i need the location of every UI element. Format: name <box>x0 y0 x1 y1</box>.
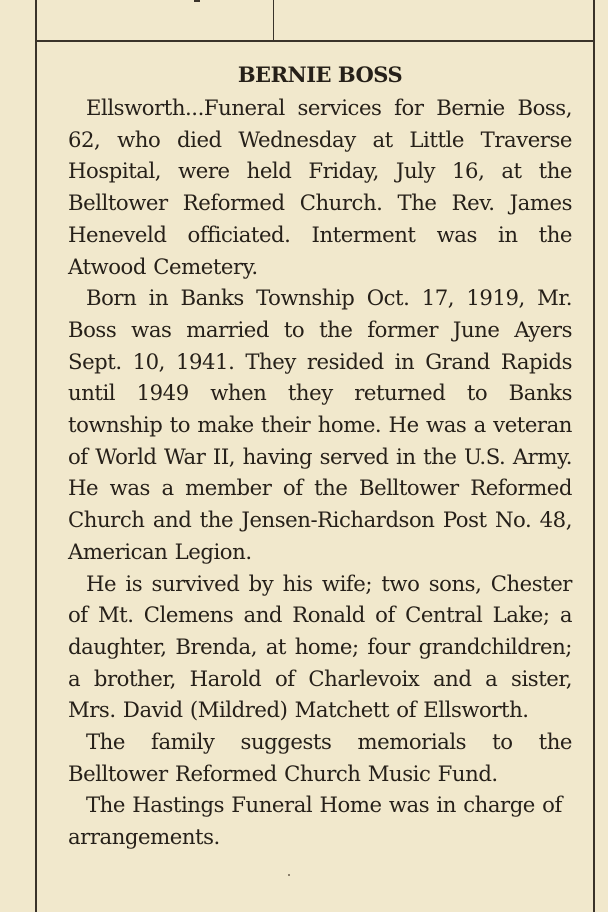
right-border-rule <box>593 0 595 912</box>
previous-article-fragment <box>36 0 594 40</box>
paragraph-survivors: He is survived by his wife; two sons, Chester of Mt. Clemens and Ronald of Central Lake; a daughter, Brenda, at home; four grandchildren; a brother, Harold of Charlevoix and a sister, Mrs. David (Mildred) Matchett of Ellsworth. <box>68 570 572 723</box>
paragraph-arrangements: The Hastings Funeral Home was in charge of arrangements. <box>68 792 562 850</box>
obituary-article <box>68 60 572 853</box>
headline: BERNIE BOSS <box>237 62 403 87</box>
paragraph-memorials: The family suggests memorials to the Belltower Reformed Church Music Fund. <box>68 729 572 786</box>
paper-speck <box>288 874 290 876</box>
top-divider-rule <box>35 40 595 42</box>
ink-mark <box>194 0 200 2</box>
left-border-rule <box>35 0 37 912</box>
paragraph-biography: Born in Banks Township Oct. 17, 1919, Mr. Boss was married to the former June Ayers Sept. 10, 1941. They resided in Grand Rapids until 1949 when they returned to Banks township to make their home. He was a veteran of World War II, having served in the U.S. Army. He was a member of the Belltower Reformed Church and the Jensen-Richardson Post No. 48, American Legion. <box>68 285 572 564</box>
paragraph-services: Ellsworth...Funeral services for Bernie Boss, 62, who died Wednesday at Little Traverse Hospital, were held Friday, July 16, at the Belltower Reformed Church. The Rev. James Heneveld officiated. Interment was in the Atwood Cemetery. <box>68 95 572 279</box>
